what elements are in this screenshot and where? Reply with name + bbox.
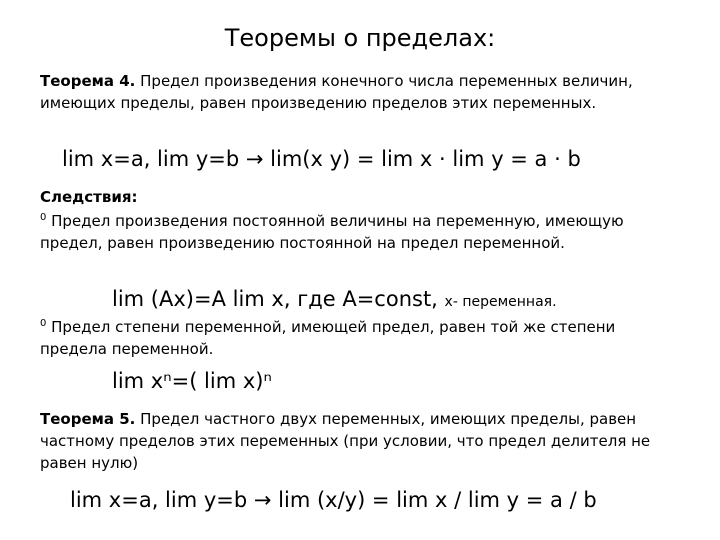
theorem-5-text: Предел частного двух переменных, имеющих пределы, равен частному пределов этих переменных (при условии, что предел делителя не равен нулю) <box>40 410 651 472</box>
theorem-5-statement <box>40 408 680 474</box>
corollary-1-formula-main: lim (Ax)=A lim x, где A=const, <box>112 287 438 311</box>
theorem-4-label: Теорема 4. <box>40 72 136 90</box>
theorem-4-statement <box>40 70 680 114</box>
theorem-5-label: Теорема 5. <box>40 410 136 428</box>
corollary-1-marker: 0 <box>40 212 47 223</box>
corollaries-heading <box>40 186 680 208</box>
slide-title: Теоремы о пределах: <box>224 24 496 52</box>
theorem-4-text: Предел произведения конечного числа переменных величин, имеющих пределы, равен произведению пределов этих переменных. <box>40 72 633 112</box>
theorem-4-formula: lim x=a, lim y=b → lim(x y) = lim x · lim y = a · b <box>62 147 581 171</box>
corollary-1-formula-note: x- переменная. <box>444 294 557 310</box>
corollary-2-formula: lim xⁿ=( lim x)ⁿ <box>112 369 272 393</box>
corollary-2-marker: 0 <box>40 318 47 329</box>
corollaries-label: Следствия: <box>40 188 138 206</box>
corollary-2 <box>40 316 680 360</box>
corollary-1-text: Предел произведения постоянной величины на переменную, имеющую предел, равен произведению постоянной на предел переменной. <box>40 212 624 252</box>
corollary-1-formula <box>112 285 557 316</box>
corollary-2-text: Предел степени переменной, имеющей предел, равен той же степени предела переменной. <box>40 318 616 358</box>
theorem-5-formula: lim x=a, lim y=b → lim (x/y) = lim x / lim y = a / b <box>70 488 597 512</box>
corollary-1 <box>40 210 680 254</box>
